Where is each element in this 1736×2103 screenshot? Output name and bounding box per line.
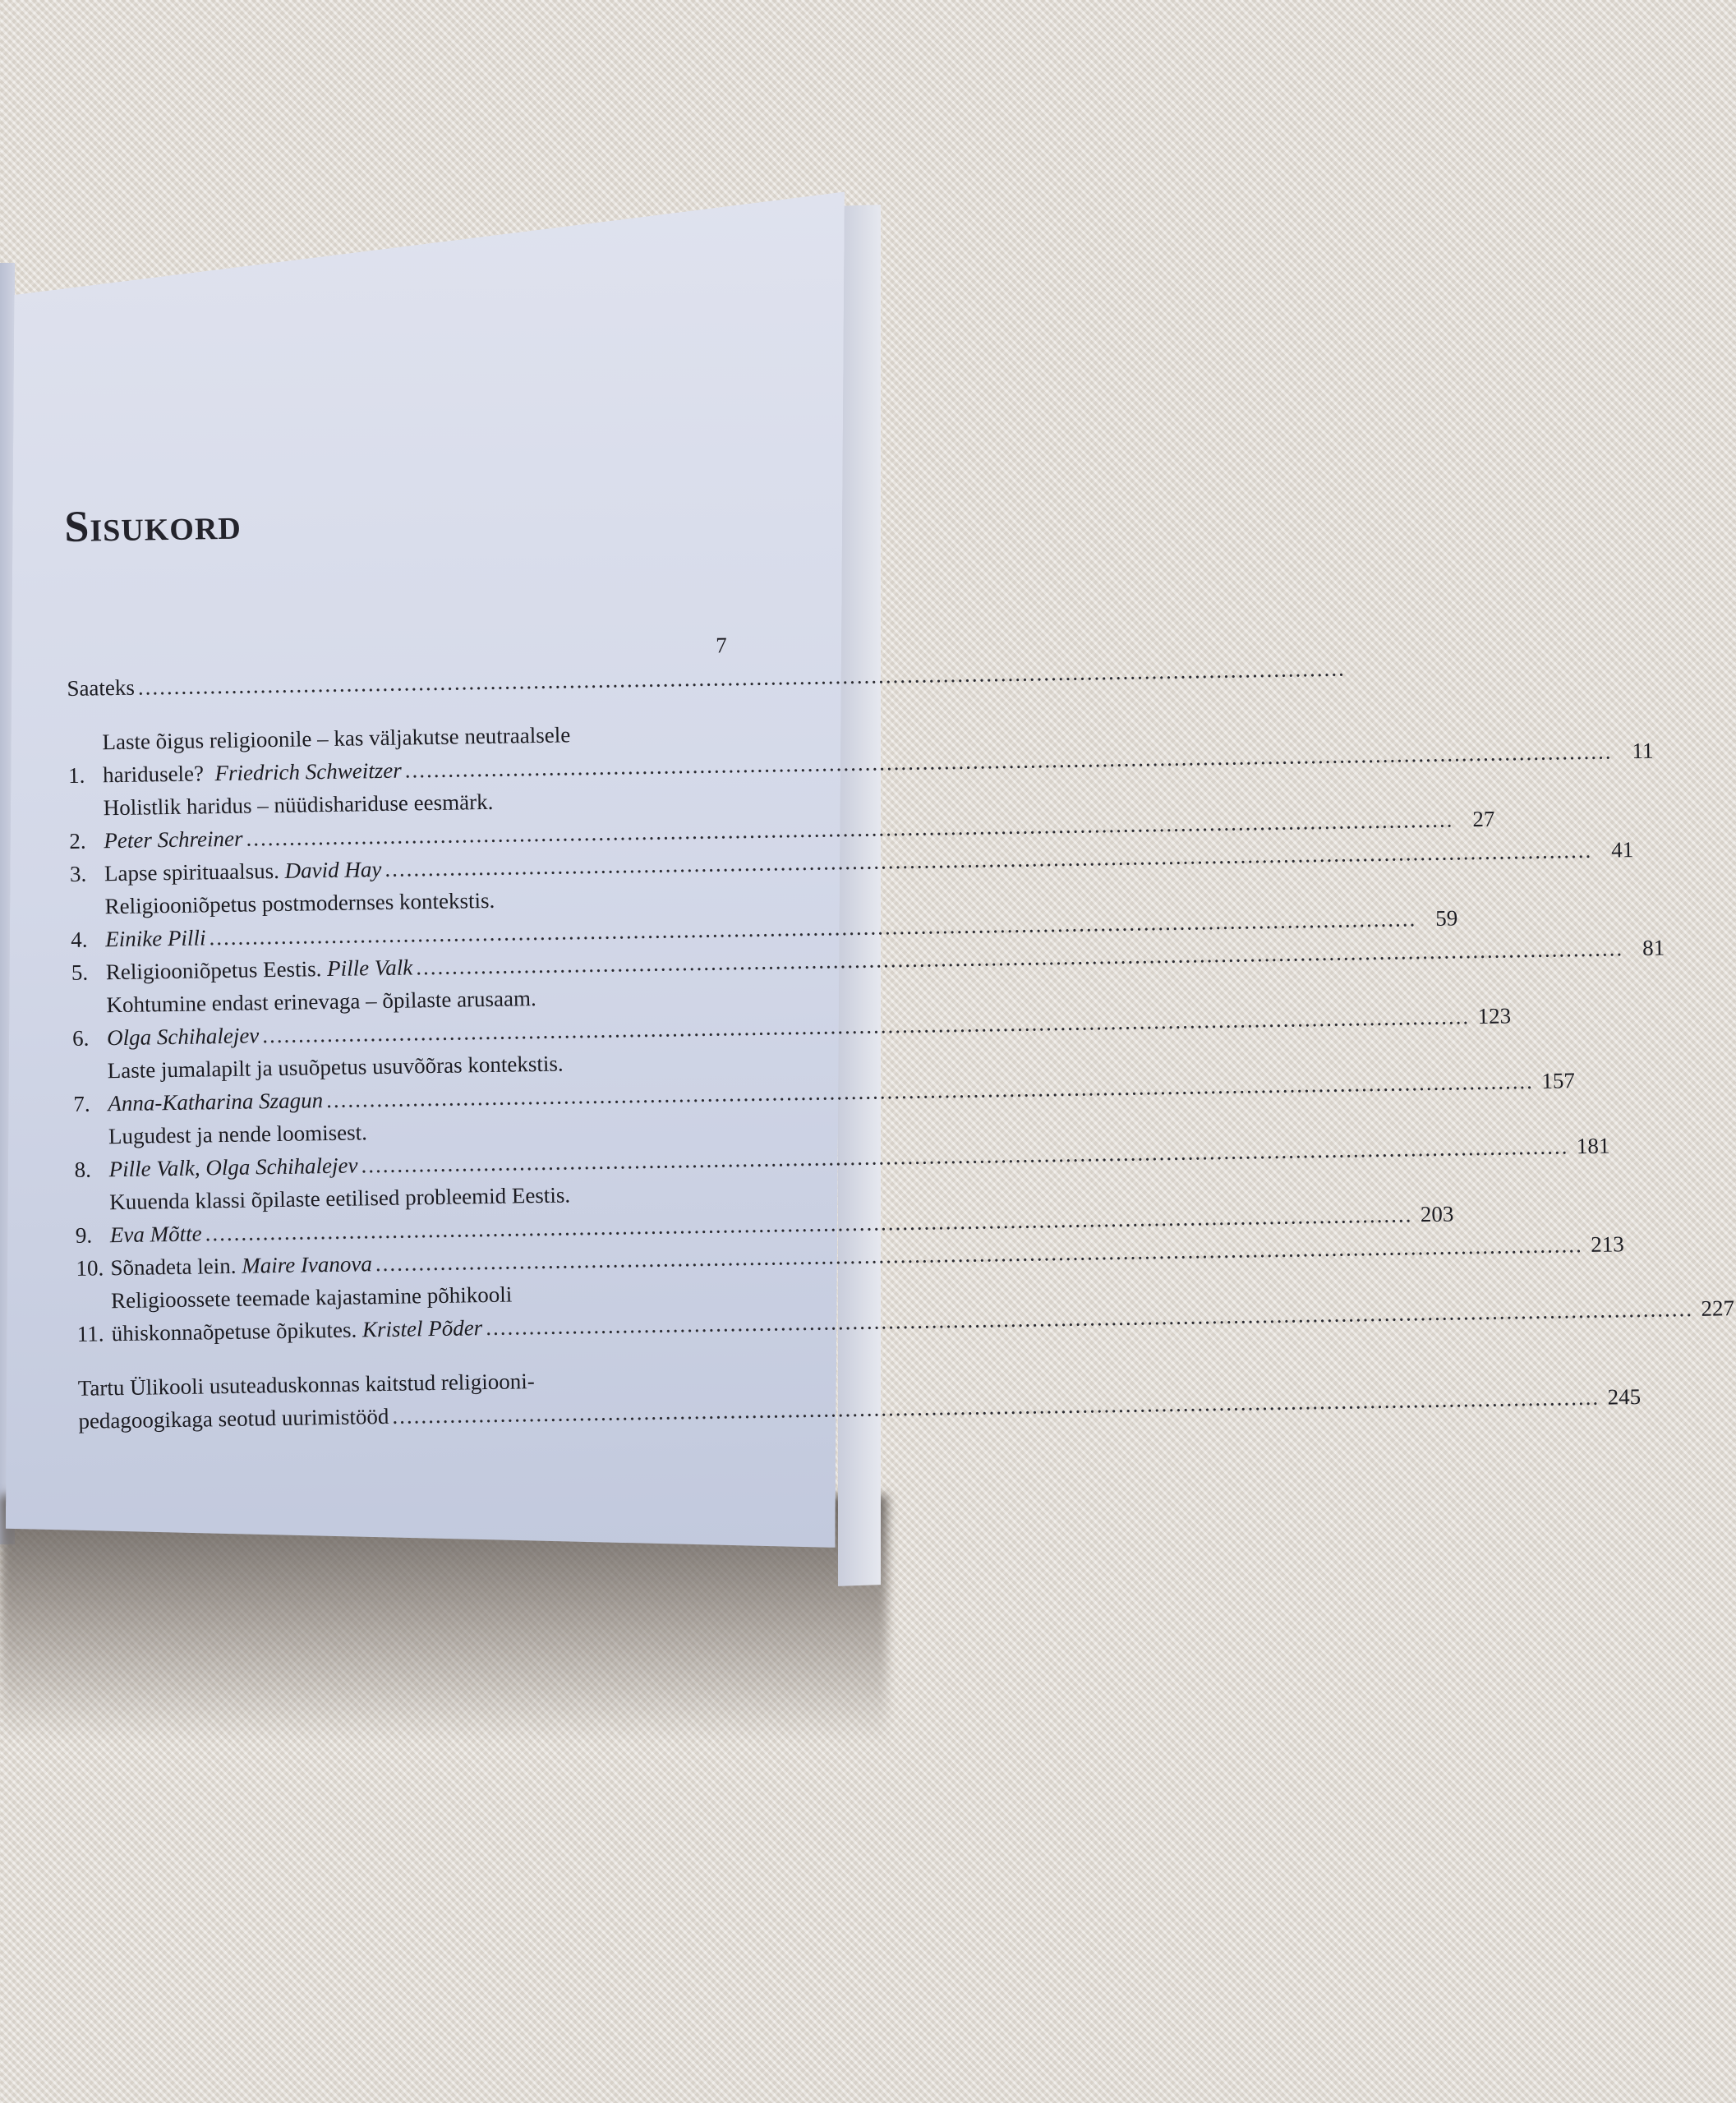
page-number: 181 <box>1576 1133 1610 1159</box>
chapter-title: Holistlik haridus – nüüdishariduse eesmärk. <box>103 789 494 821</box>
chapter-number: 8. <box>74 1157 92 1182</box>
chapter-title: Kohtumine endast erinevaga – õpilaste arusaam. <box>106 986 536 1018</box>
page-number: 11 <box>1632 738 1654 764</box>
chapter-number: 1. <box>67 762 85 788</box>
chapter-number: 2. <box>69 828 86 854</box>
chapter-title: Sõnadeta lein. <box>110 1253 237 1281</box>
chapter-title: Religioossete teemade kajastamine põhikooli <box>110 1282 513 1314</box>
chapter-author: Pille Valk, Olga Schihalejev <box>108 1153 358 1182</box>
toc-entry-appendix <box>77 1361 1642 1438</box>
chapter-title: Lapse spirituaalsus. <box>104 858 280 886</box>
chapter-title: Laste jumalapilt ja usuõpetus usuvõõras kontekstis. <box>107 1051 564 1084</box>
chapter-title: Lugudest ja nende loomisest. <box>108 1120 368 1149</box>
toc-list <box>66 628 1735 1438</box>
page-title: Sisukord <box>63 499 242 551</box>
chapter-author: Olga Schihalejev <box>106 1023 260 1051</box>
page-number: 227 <box>1701 1295 1735 1321</box>
chapter-title-cont: haridusele? <box>102 761 205 788</box>
page-number: 157 <box>1541 1068 1576 1093</box>
chapter-title: Religiooniõpetus postmodernses kontekstis. <box>104 887 495 919</box>
chapter-number: 3. <box>69 861 87 886</box>
chapter-author: David Hay <box>284 856 382 883</box>
page-number: 59 <box>1435 905 1458 931</box>
page-number: 27 <box>1472 806 1495 832</box>
chapter-author: Friedrich Schweitzer <box>214 757 402 786</box>
toc-entry-4 <box>70 880 1458 956</box>
toc-entry-8 <box>74 1110 1610 1186</box>
toc-entry-1 <box>67 716 1654 792</box>
chapter-author: Anna-Katharina Szagun <box>108 1088 324 1116</box>
page-number: 7 <box>715 633 727 658</box>
chapter-author: Eva Mõtte <box>109 1221 202 1248</box>
chapter-author: Peter Schreiner <box>104 826 243 854</box>
chapter-number: 7. <box>73 1091 90 1116</box>
toc-entry-9 <box>75 1176 1454 1252</box>
chapter-author: Maire Ivanova <box>241 1251 373 1278</box>
page-number: 123 <box>1477 1003 1512 1029</box>
appendix-title-cont: pedagoogikaga seotud uurimistööd <box>78 1403 389 1433</box>
chapter-number: 9. <box>75 1222 93 1248</box>
chapter-number: 10. <box>76 1255 104 1281</box>
appendix-title: Tartu Ülikooli usuteaduskonnas kaitstud religiooni- <box>77 1369 536 1401</box>
page-number: 213 <box>1590 1231 1624 1257</box>
chapter-number: 11. <box>76 1321 104 1346</box>
chapter-author: Einike Pilli <box>104 925 206 952</box>
page-number: 203 <box>1420 1201 1454 1227</box>
toc-entry-6 <box>71 978 1512 1055</box>
chapter-title-cont: ühiskonnaõpetuse õpikutes. <box>111 1317 357 1346</box>
entry-title: Saateks <box>67 674 136 701</box>
toc-entry-11 <box>76 1274 1735 1351</box>
page-number: 41 <box>1610 837 1634 863</box>
page-number: 81 <box>1642 935 1665 960</box>
chapter-number: 5. <box>71 959 89 985</box>
chapter-number: 6. <box>71 1025 90 1051</box>
chapter-title: Kuuenda klassi õpilaste eetilised probleemid Eestis. <box>109 1182 571 1215</box>
chapter-title: Laste õigus religioonile – kas väljakutse neutraalsele <box>102 722 571 755</box>
toc-entry-2 <box>68 781 1495 858</box>
toc-entry-foreword <box>66 628 732 705</box>
table-of-contents <box>63 499 1735 1438</box>
toc-entry-7 <box>72 1044 1576 1121</box>
chapter-author: Pille Valk <box>326 955 413 982</box>
page-number: 245 <box>1607 1383 1642 1410</box>
chapter-number: 4. <box>70 927 88 952</box>
chapter-author: Kristel Põder <box>361 1315 483 1342</box>
chapter-title: Religiooniõpetus Eestis. <box>105 956 322 985</box>
